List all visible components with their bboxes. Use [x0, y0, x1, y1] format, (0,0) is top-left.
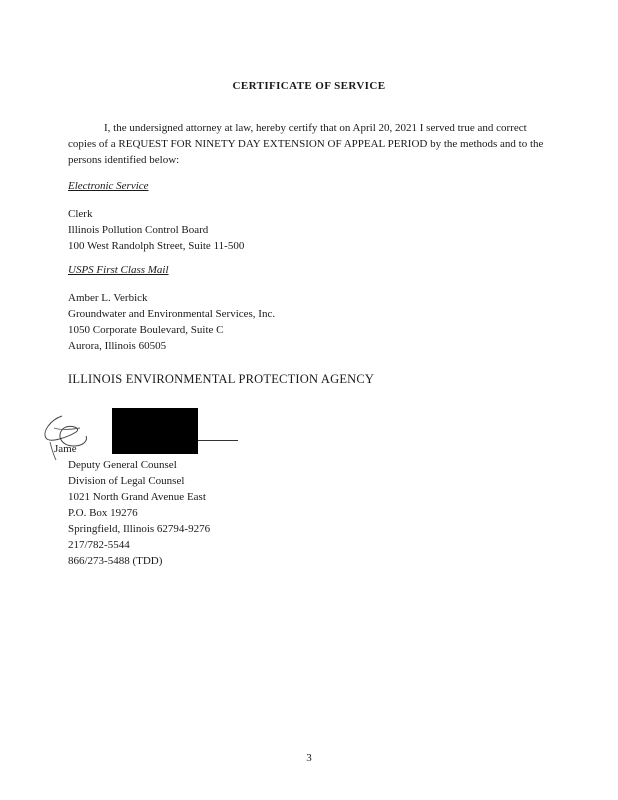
signatory-line: 217/782-5544 [68, 539, 130, 551]
certification-paragraph: I, the undersigned attorney at law, hereby certify that on April 20, 2021 I served true and correct copies of a REQUEST FOR NINETY DAY EXTENSION OF APPEAL PERIOD by the methods and to the persons identified below: [68, 122, 544, 166]
signatory-line: Deputy General Counsel [68, 459, 177, 471]
address-line: Groundwater and Environmental Services, Inc. [68, 308, 276, 320]
address-line: Aurora, Illinois 60505 [68, 340, 167, 352]
signatory-line: Division of Legal Counsel [68, 475, 185, 487]
electronic-service-address [68, 206, 244, 254]
address-line: Illinois Pollution Control Board [68, 224, 209, 236]
signatory-line: Springfield, Illinois 62794-9276 [68, 523, 211, 535]
signatory-line: 1021 North Grand Avenue East [68, 491, 206, 503]
mail-service-heading: USPS First Class Mail [68, 264, 169, 276]
signature-line [198, 440, 238, 441]
address-line: Amber L. Verbick [68, 292, 148, 304]
redaction-box [112, 408, 198, 454]
address-line: Clerk [68, 208, 93, 220]
signatory-name [54, 441, 77, 457]
signatory-name-fragment: Jame [54, 443, 77, 455]
document-title: CERTIFICATE OF SERVICE [232, 80, 386, 92]
address-line: 100 West Randolph Street, Suite 11-500 [68, 240, 245, 252]
signatory-line: P.O. Box 19276 [68, 507, 138, 519]
signatory-address [68, 457, 210, 569]
page-number: 3 [306, 752, 312, 764]
agency-name: ILLINOIS ENVIRONMENTAL PROTECTION AGENCY [68, 372, 375, 386]
mail-service-address [68, 290, 275, 354]
signatory-line: 866/273-5488 (TDD) [68, 555, 163, 567]
electronic-service-heading: Electronic Service [68, 180, 149, 192]
address-line: 1050 Corporate Boulevard, Suite C [68, 324, 224, 336]
